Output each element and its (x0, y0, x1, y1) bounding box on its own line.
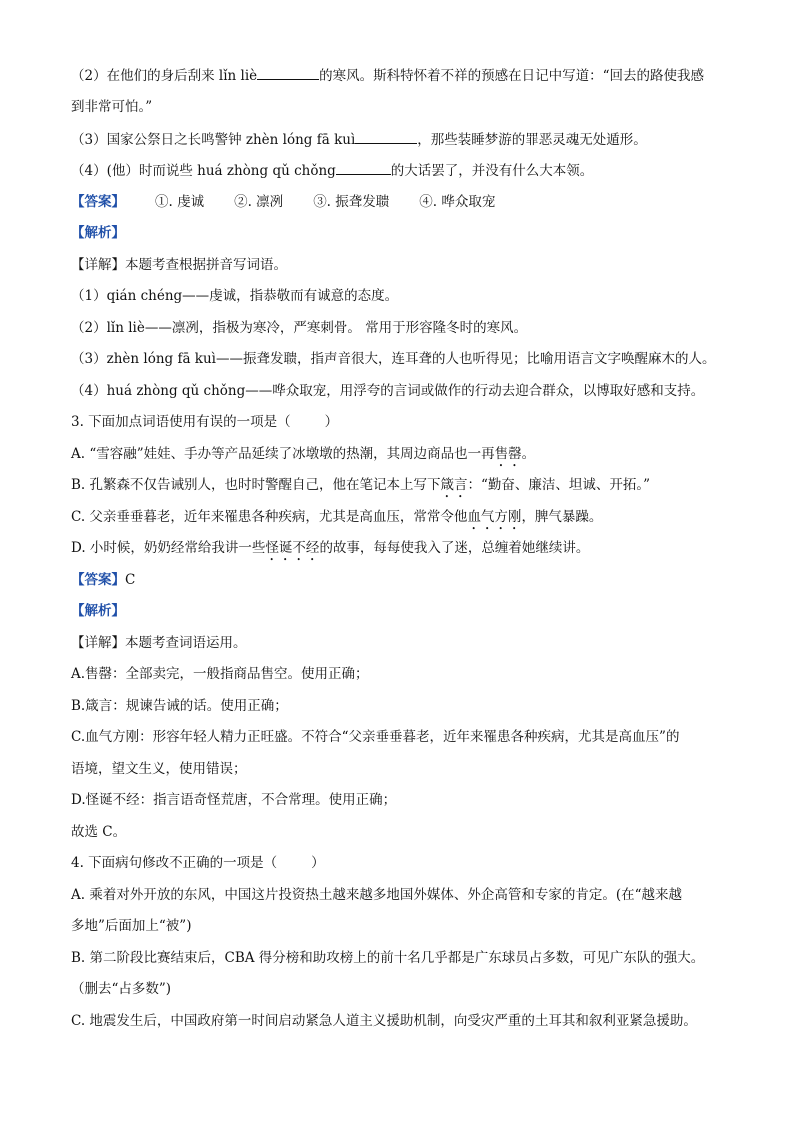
q4-option-b-line-2: （删去“占多数”) (71, 981, 172, 997)
answer-item-2: ②. 凛冽 (234, 194, 284, 210)
q2-item-4 (71, 161, 731, 180)
analysis-tag: 【解析】 (71, 603, 125, 619)
q3-answer-value: C (125, 572, 136, 588)
answer-tag: 【答案】 (71, 194, 125, 210)
q3-stem (71, 413, 731, 431)
q4-option-c-line-1: C. 地震发生后，中国政府第一时间启动紧急人道主义援助机制，向受灾严重的土耳其和叙利亚紧急援助。 (71, 1013, 697, 1029)
q2-item-2-prefix: （2）在他们的身后刮来 lǐn liè (71, 68, 258, 84)
dotted-term: 怪诞不经 (265, 540, 320, 556)
fill-blank (355, 130, 417, 144)
dotted-term: 售罄 (494, 446, 522, 462)
q2-item-2-continued: 到非常可怕。” (71, 99, 153, 115)
q2-item-3-suffix: ，那些装睡梦游的罪恶灵魂无处遁形。 (417, 132, 647, 148)
q4-option-a-line-2: 多地”后面加上“被”) (71, 918, 192, 934)
q2-analysis-line-1: （1）qián chéng——虔诚，指恭敬而有诚意的态度。 (71, 288, 399, 304)
q3-analysis-line-3: C.血气方刚：形容年轻人精力正旺盛。不符合“父亲垂垂暮老，近年来罹患各种疾病，尤其是高血压”的 (71, 729, 680, 745)
q4-stem (71, 854, 731, 872)
q3-answer (71, 571, 731, 589)
q2-item-3-prefix: （3）国家公祭日之长鸣警钟 zhèn lóng fā kuì (71, 132, 356, 148)
q2-analysis-tag (71, 224, 731, 242)
q2-item-2 (71, 66, 731, 85)
q3-option-c: C. 父亲垂垂暮老，近年来罹患各种疾病，尤其是高血压，常常令他血气方刚，脾气暴躁。 (71, 509, 603, 525)
dotted-term: 箴言 (440, 477, 468, 493)
fill-blank (336, 161, 391, 175)
fill-blank (257, 66, 319, 80)
q2-item-3 (71, 130, 731, 149)
q3-analysis-tag (71, 602, 731, 620)
q3-analysis-detail: 【详解】本题考查词语运用。 (71, 635, 247, 651)
answer-item-3: ③. 振聋发聩 (313, 194, 390, 210)
q3-analysis-line-1: A.售罄：全部卖完，一般指商品售空。使用正确； (71, 666, 369, 682)
q4-option-b-line-1: B. 第二阶段比赛结束后，CBA 得分榜和助攻榜上的前十名几乎都是广东球员占多数，可见广东队的强大。 (71, 950, 705, 966)
q2-item-4-prefix: （4）(他）时而说些 huá zhòng qǔ chǒng (71, 163, 336, 179)
q2-analysis-line-4: （4）huá zhòng qǔ chǒng——哗众取宠，用浮夸的言词或做作的行动去迎合群众，以博取好感和支持。 (71, 383, 705, 399)
q2-item-2-suffix: 的寒风。斯科特怀着不祥的预感在日记中写道：“回去的路使我感 (319, 68, 705, 84)
q2-item-4-suffix: 的大话罢了，并没有什么大本领。 (390, 163, 594, 179)
q3-stem-text: 3. 下面加点词语使用有误的一项是（ (71, 414, 291, 430)
q3-analysis-line-2: B.箴言：规谏告诫的话。使用正确； (71, 698, 288, 714)
q3-option-b: B. 孔繁森不仅告诫别人，也时时警醒自己，他在笔记本上写下箴言：“勤奋、廉洁、坦诚、开拓。” (71, 477, 651, 493)
q4-option-a-line-1: A. 乘着对外开放的东风，中国这片投资热土越来越多地国外媒体、外企高管和专家的肯定。(在“越来越 (71, 887, 682, 903)
q3-stem-close: ） (324, 414, 339, 430)
q3-option-a: A. “雪容融”娃娃、手办等产品延续了冰墩墩的热潮，其周边商品也一再售罄。 (71, 446, 536, 462)
answer-item-1: ①. 虔诚 (155, 194, 205, 210)
q4-stem-close: ） (311, 855, 325, 871)
q2-analysis-line-2: （2）lǐn liè——凛冽，指极为寒冷，严寒刺骨。 常用于形容隆冬时的寒风。 (71, 320, 528, 336)
q2-answer (71, 193, 731, 211)
q2-analysis-detail: 【详解】本题考查根据拼音写词语。 (71, 257, 287, 273)
dotted-term: 血气方刚 (467, 509, 522, 525)
q3-option-d: D. 小时候，奶奶经常给我讲一些怪诞不经的故事，每每使我入了迷，总缠着她继续讲。 (71, 540, 590, 556)
q3-analysis-line-5: D.怪诞不经：指言语奇怪荒唐，不合常理。使用正确； (71, 792, 397, 808)
analysis-tag: 【解析】 (71, 225, 125, 241)
q4-stem-text: 4. 下面病句修改不正确的一项是（ (71, 855, 278, 871)
q2-analysis-line-3: （3）zhèn lóng fā kuì——振聋发聩，指声音很大，连耳聋的人也听得见；比喻用语言文字唤醒麻木的人。 (71, 351, 716, 367)
q3-analysis-line-4: 语境，望文生义，使用错误； (71, 761, 247, 777)
answer-item-4: ④. 哗众取宠 (419, 194, 496, 210)
q3-analysis-line-6: 故选 C。 (71, 824, 127, 840)
answer-tag: 【答案】 (71, 572, 125, 588)
